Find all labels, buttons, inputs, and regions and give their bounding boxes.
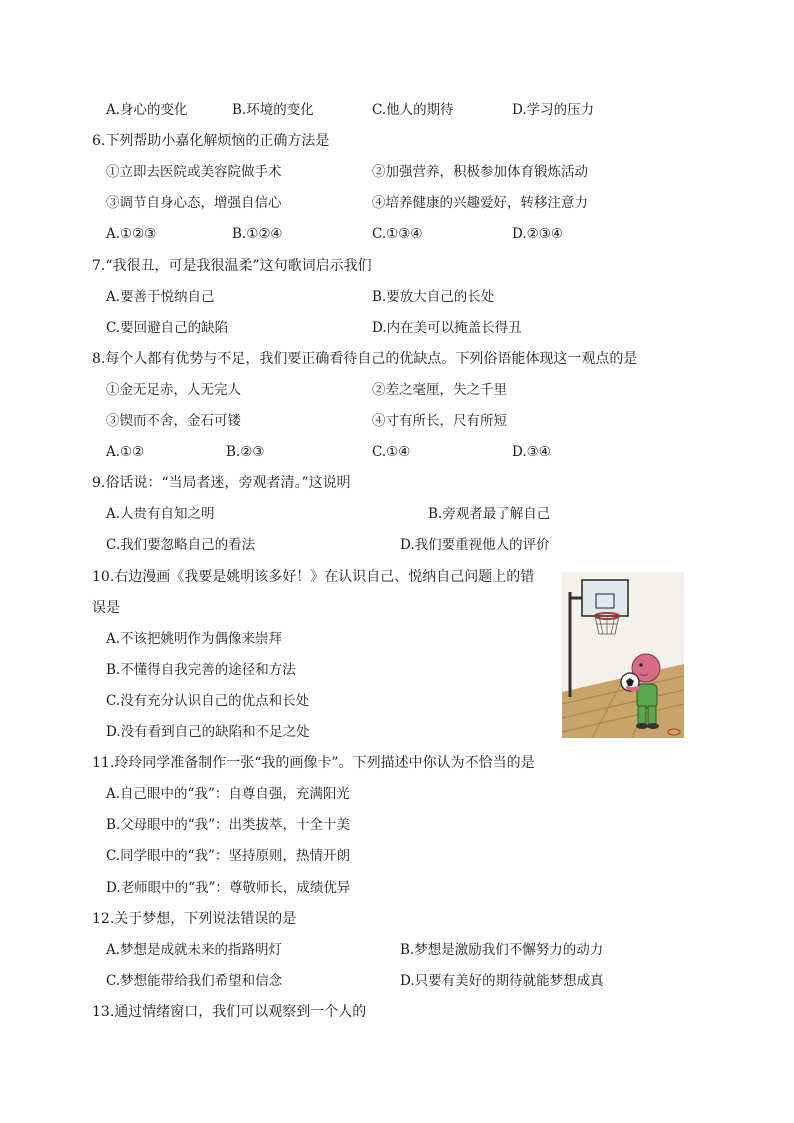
answer-option: D.内在美可以掩盖长得丑 <box>372 320 522 336</box>
answer-option: D.老师眼中的“我”：尊敬师长，成绩优异 <box>106 880 351 896</box>
answer-option: A.要善于悦纳自己 <box>106 289 215 305</box>
answer-option: C.①④ <box>372 444 411 460</box>
answer-option: B.梦想是激励我们不懈努力的动力 <box>400 942 604 958</box>
answer-option: B.要放大自己的长处 <box>372 289 495 305</box>
answer-option: ③锲而不舍，金石可镂 <box>106 413 241 429</box>
question-stem: 13.通过情绪窗口，我们可以观察到一个人的 <box>92 1004 367 1020</box>
answer-option: A.①②③ <box>106 226 157 242</box>
question-stem: 6.下列帮助小嘉化解烦恼的正确方法是 <box>92 133 330 149</box>
answer-option: A.①② <box>106 444 145 460</box>
question-stem: 11.玲玲同学准备制作一张“我的画像卡”。下列描述中你认为不恰当的是 <box>92 755 535 771</box>
answer-option: B.旁观者最了解自己 <box>428 506 551 522</box>
answer-option: B.②③ <box>226 444 265 460</box>
basketball-cartoon-illustration <box>562 572 684 738</box>
answer-option: D.学习的压力 <box>512 102 595 118</box>
answer-option: A.不该把姚明作为偶像来崇拜 <box>106 631 283 647</box>
answer-option: ①金无足赤，人无完人 <box>106 382 241 398</box>
answer-option: D.只要有美好的期待就能梦想成真 <box>400 973 604 989</box>
answer-option: ④寸有所长，尺有所短 <box>372 413 507 429</box>
answer-option: C.①③④ <box>372 226 423 242</box>
answer-option: ①立即去医院或美容院做手术 <box>106 164 282 180</box>
answer-option: B.父母眼中的“我”：出类拔萃，十全十美 <box>106 817 351 833</box>
answer-option: D.没有看到自己的缺陷和不足之处 <box>106 724 310 740</box>
answer-option: A.身心的变化 <box>106 102 188 118</box>
answer-option: ③调节自身心态，增强自信心 <box>106 195 282 211</box>
answer-option: A.自己眼中的“我”：自尊自强，充满阳光 <box>106 786 350 802</box>
answer-option: ④培养健康的兴趣爱好，转移注意力 <box>372 195 588 211</box>
answer-option: B.①②④ <box>232 226 283 242</box>
question-stem: 8.每个人都有优势与不足，我们要正确看待自己的优缺点。下列俗语能体现这一观点的是 <box>92 351 638 367</box>
answer-option: A.梦想是成就未来的指路明灯 <box>106 942 283 958</box>
answer-option: C.同学眼中的“我”：坚持原则，热情开朗 <box>106 848 350 864</box>
answer-option: B.不懂得自我完善的途径和方法 <box>106 662 296 678</box>
answer-option: C.没有充分认识自己的优点和长处 <box>106 693 310 709</box>
answer-option: C.我们要忽略自己的看法 <box>106 537 256 553</box>
question-stem: 10.右边漫画《我要是姚明该多好！》在认识自己、悦纳自己问题上的错 <box>92 569 535 585</box>
answer-option: A.人贵有自知之明 <box>106 506 215 522</box>
answer-option: C.他人的期待 <box>372 102 454 118</box>
answer-option: ②加强营养，积极参加体育锻炼活动 <box>372 164 588 180</box>
answer-option: D.③④ <box>512 444 551 460</box>
answer-option: C.要回避自己的缺陷 <box>106 320 229 336</box>
question-stem: 12.关于梦想，下列说法错误的是 <box>92 911 297 927</box>
answer-option: ②差之毫厘，失之千里 <box>372 382 507 398</box>
answer-option: D.②③④ <box>512 226 563 242</box>
question-stem: 9.俗话说：“当局者迷，旁观者清。”这说明 <box>92 475 351 491</box>
answer-option: B.环境的变化 <box>232 102 314 118</box>
question-stem: 误是 <box>92 600 120 616</box>
question-stem: 7.“我很丑，可是我很温柔”这句歌词启示我们 <box>92 258 372 274</box>
answer-option: D.我们要重视他人的评价 <box>400 537 550 553</box>
answer-option: C.梦想能带给我们希望和信念 <box>106 973 283 989</box>
